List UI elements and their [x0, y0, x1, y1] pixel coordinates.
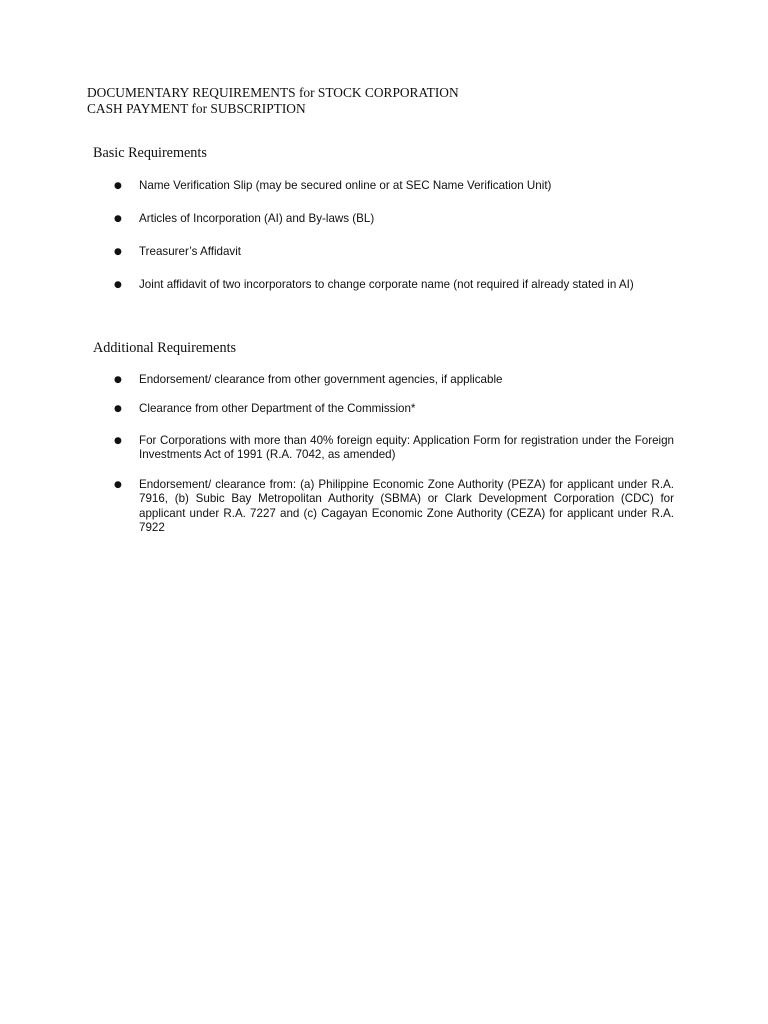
bullet-icon: ●	[114, 181, 122, 191]
title-line-2: CASH PAYMENT for SUBSCRIPTION	[87, 101, 306, 116]
bullet-icon: ●	[114, 247, 122, 257]
list-item-text: Articles of Incorporation (AI) and By-laws (BL)	[139, 212, 375, 225]
list-item-text: Clearance from other Department of the Commission*	[139, 402, 416, 415]
list-item-text: Treasurer’s Affidavit	[139, 245, 242, 258]
basic-requirements-heading: Basic Requirements	[93, 145, 207, 161]
document-title	[87, 85, 459, 117]
bullet-icon: ●	[114, 480, 122, 490]
title-line-1: DOCUMENTARY REQUIREMENTS for STOCK CORPORATION	[87, 85, 459, 100]
list-item-text: Endorsement/ clearance from other government agencies, if applicable	[139, 373, 503, 386]
list-item-text: Name Verification Slip (may be secured online or at SEC Name Verification Unit)	[139, 179, 552, 192]
bullet-icon: ●	[114, 214, 122, 224]
bullet-icon: ●	[114, 280, 122, 290]
list-item-text: For Corporations with more than 40% foreign equity: Application Form for registration under the Foreign Investments Act of 1991 (R.A. 7042, as amended)	[139, 434, 674, 462]
list-item-text: Joint affidavit of two incorporators to change corporate name (not required if already stated in AI)	[139, 278, 634, 291]
bullet-icon: ●	[114, 436, 122, 446]
bullet-icon: ●	[114, 375, 122, 385]
additional-requirements-heading: Additional Requirements	[93, 340, 237, 356]
list-item-text: Endorsement/ clearance from: (a) Philippine Economic Zone Authority (PEZA) for applicant under R.A. 7916, (b) Subic Bay Metropolitan Authority (SBMA) or Clark Development Corporation (CDC) for applicant under R.A. 7227 and (c) Cagayan Economic Zone Authority (CEZA) for applicant under R.A. 7922	[139, 478, 674, 535]
bullet-icon: ●	[114, 404, 122, 414]
